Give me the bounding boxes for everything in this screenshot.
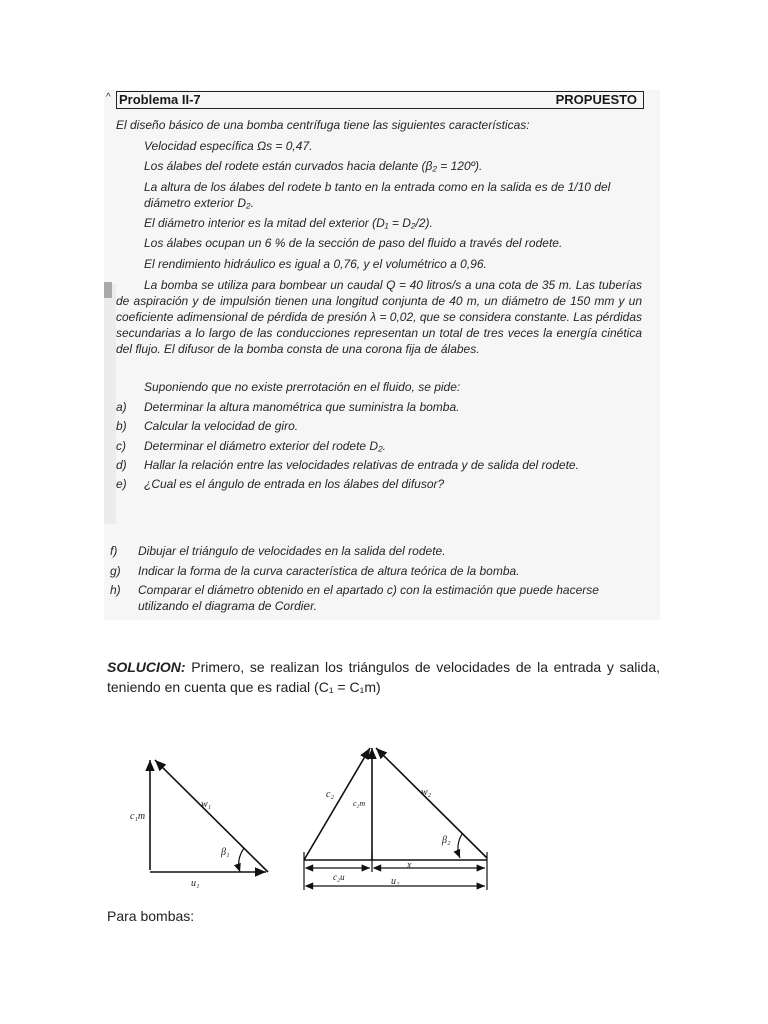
feature-line: La altura de los álabes del rodete b tanto en la entrada como en la salida es de 1/10 del: [144, 180, 611, 194]
item-text: utilizando el diagrama de Cordier.: [138, 599, 317, 613]
label-beta1: β₁: [221, 847, 230, 858]
feature-line: Velocidad específica Ωs = 0,47.: [144, 139, 313, 153]
solution-label: SOLUCION:: [107, 659, 186, 675]
item-text: Calcular la velocidad de giro.: [144, 419, 299, 433]
item-letter: e): [116, 477, 127, 491]
problem-header: [116, 91, 644, 109]
item-letter: f): [110, 544, 118, 558]
label-c2m: c₂m: [353, 799, 366, 808]
item-letter: h): [110, 583, 121, 597]
caret-mark: ^: [106, 92, 111, 103]
item-text: Hallar la relación entre las velocidades relativas de entrada y de salida del rodete.: [144, 458, 579, 472]
item-text: Dibujar el triángulo de velocidades en la salida del rodete.: [138, 544, 446, 558]
outlet-w2-vector: [376, 748, 487, 858]
item-text: Indicar la forma de la curva característica de altura teórica de la bomba.: [138, 564, 520, 578]
item-text: Determinar la altura manométrica que suministra la bomba.: [144, 400, 460, 414]
item-text: Determinar el diámetro exterior del rodete D₂.: [144, 439, 387, 453]
inlet-beta1-arc: [239, 848, 244, 872]
scan-gutter: [104, 284, 116, 524]
label-x: x: [407, 860, 412, 871]
item-letter: g): [110, 564, 121, 578]
label-u2: u₂: [391, 876, 400, 887]
problem-intro: El diseño básico de una bomba centrífuga tiene las siguientes características:: [116, 118, 530, 132]
solution-body: Primero, se realizan los triángulos de velocidades de la entrada y salida, teniendo en cuenta que es radial (C₁ = C₁m): [107, 659, 660, 695]
problem-ask: Suponiendo que no existe prerrotación en el fluido, se pide:: [144, 380, 461, 394]
label-w1: w₁: [201, 799, 212, 810]
label-c2: c₂: [326, 789, 334, 800]
feature-line: Los álabes ocupan un 6 % de la sección de paso del fluido a través del rodete.: [144, 236, 563, 250]
feature-line: diámetro exterior D₂.: [144, 196, 254, 210]
item-text: ¿Cual es el ángulo de entrada en los álabes del difusor?: [144, 477, 445, 491]
problem-tag: PROPUESTO: [555, 92, 637, 107]
item-text: Comparar el diámetro obtenido en el apartado c) con la estimación que puede hacerse: [138, 583, 599, 597]
item-letter: d): [116, 458, 127, 472]
item-letter: c): [116, 439, 126, 453]
outlet-c2-vector: [304, 748, 370, 860]
scan-gutter-mark: [104, 282, 112, 298]
label-w2: w₂: [421, 787, 432, 798]
item-letter: a): [116, 400, 127, 414]
outlet-beta2-arc: [458, 834, 462, 858]
feature-line: El rendimiento hidráulico es igual a 0,76, y el volumétrico a 0,96.: [144, 257, 487, 271]
footer-text: Para bombas:: [107, 908, 195, 924]
label-u1: u₁: [191, 878, 200, 889]
feature-line: El diámetro interior es la mitad del exterior (D₁ = D₂/2).: [144, 216, 433, 230]
item-letter: b): [116, 419, 127, 433]
inlet-w1-vector: [155, 760, 268, 872]
feature-line: Los álabes del rodete están curvados hacia delante (β₂ = 120º).: [144, 159, 483, 173]
label-c2u: c₂u: [333, 872, 345, 882]
problem-title: Problema II-7: [119, 92, 201, 107]
solution-text: [107, 657, 660, 697]
label-c1m: c₁m: [130, 811, 146, 822]
label-beta2: β₂: [442, 835, 451, 846]
problem-paragraph: La bomba se utiliza para bombear un caudal Q = 40 litros/s a una cota de 35 m. Las tuberías de aspiración y de impulsión tienen una longitud conjunta de 40 m, un diámetro de 150 mm y un coeficiente adimensional de pérdida de presión λ = 0,02, que se considera constante. Las pérdidas secundarias a lo largo de las conducciones representan un total de tres veces la energía cinética del flujo. El difusor de la bomba consta de una corona fija de álabes.: [116, 278, 642, 356]
